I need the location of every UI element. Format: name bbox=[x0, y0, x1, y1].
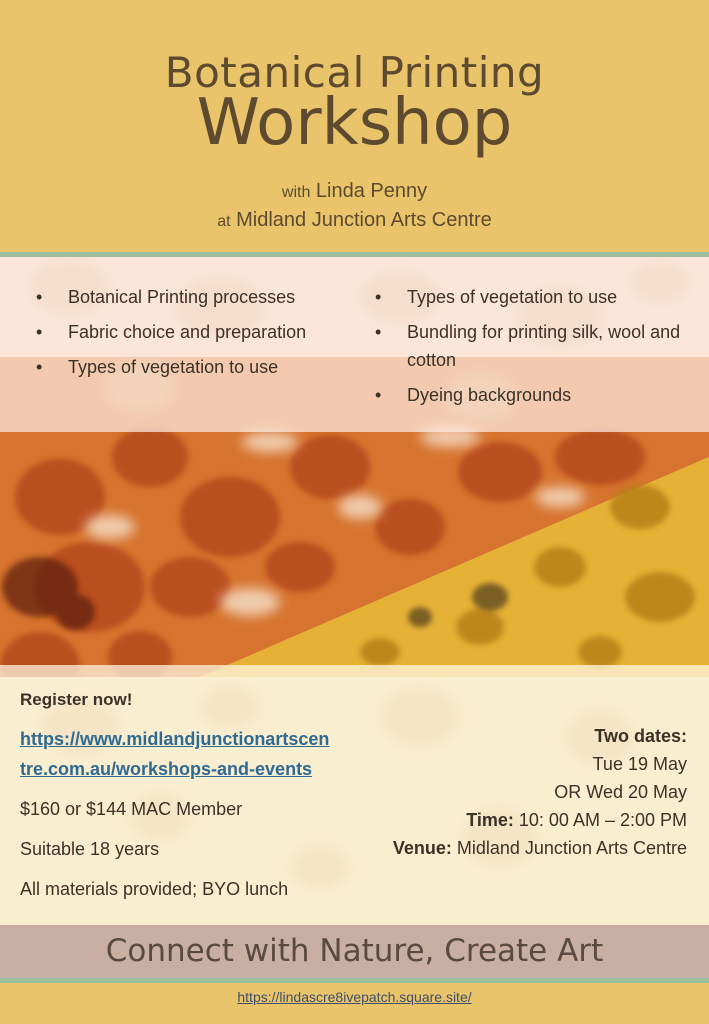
presenter-line bbox=[0, 180, 709, 203]
registration-link-line-1[interactable]: https://www.midlandjunctionartscen bbox=[20, 729, 330, 749]
list-item: • Bundling for printing silk, wool and cotton bbox=[375, 318, 695, 374]
topic-list-left bbox=[36, 283, 346, 388]
time-value: 10: 00 AM – 2:00 PM bbox=[518, 810, 687, 830]
list-item: • Types of vegetation to use bbox=[36, 353, 346, 381]
registration-block bbox=[20, 690, 400, 904]
list-item: • Fabric choice and preparation bbox=[36, 318, 346, 346]
title-line-2: Workshop bbox=[196, 86, 513, 160]
registration-link-line-2[interactable]: tre.com.au/workshops-and-events bbox=[20, 759, 313, 779]
venue-line bbox=[393, 834, 687, 862]
registration-link[interactable] bbox=[20, 724, 400, 784]
date-2: OR Wed 20 May bbox=[554, 782, 687, 802]
title-line-1: Botanical Printing bbox=[164, 48, 545, 97]
header bbox=[0, 0, 709, 253]
schedule-block bbox=[393, 722, 687, 862]
age-text: Suitable 18 years bbox=[20, 839, 160, 859]
venue-name: Midland Junction Arts Centre bbox=[236, 209, 492, 231]
dates-heading: Two dates: bbox=[594, 726, 687, 746]
list-item: • Dyeing backgrounds bbox=[375, 381, 695, 409]
tagline-banner bbox=[0, 925, 709, 978]
venue-value: Midland Junction Arts Centre bbox=[456, 838, 687, 858]
divider-stripe-bottom bbox=[0, 978, 709, 983]
list-item: • Botanical Printing processes bbox=[36, 283, 346, 311]
register-heading: Register now! bbox=[20, 690, 133, 709]
venue-label: Venue: bbox=[392, 838, 452, 858]
topic-list-right bbox=[375, 283, 695, 416]
time-line bbox=[393, 806, 687, 834]
time-label: Time: bbox=[466, 810, 514, 830]
presenter-name: Linda Penny bbox=[315, 180, 428, 202]
list-item: • Types of vegetation to use bbox=[375, 283, 695, 311]
at-prefix: at bbox=[217, 213, 231, 230]
price-text: $160 or $144 MAC Member bbox=[20, 799, 243, 819]
materials-text: All materials provided; BYO lunch bbox=[20, 879, 289, 899]
location-line bbox=[0, 209, 709, 232]
tagline: Connect with Nature, Create Art bbox=[105, 933, 604, 969]
date-1: Tue 19 May bbox=[592, 754, 687, 774]
footer-link[interactable]: https://lindascre8ivepatch.square.site/ bbox=[237, 989, 472, 1005]
with-prefix: with bbox=[281, 184, 311, 201]
